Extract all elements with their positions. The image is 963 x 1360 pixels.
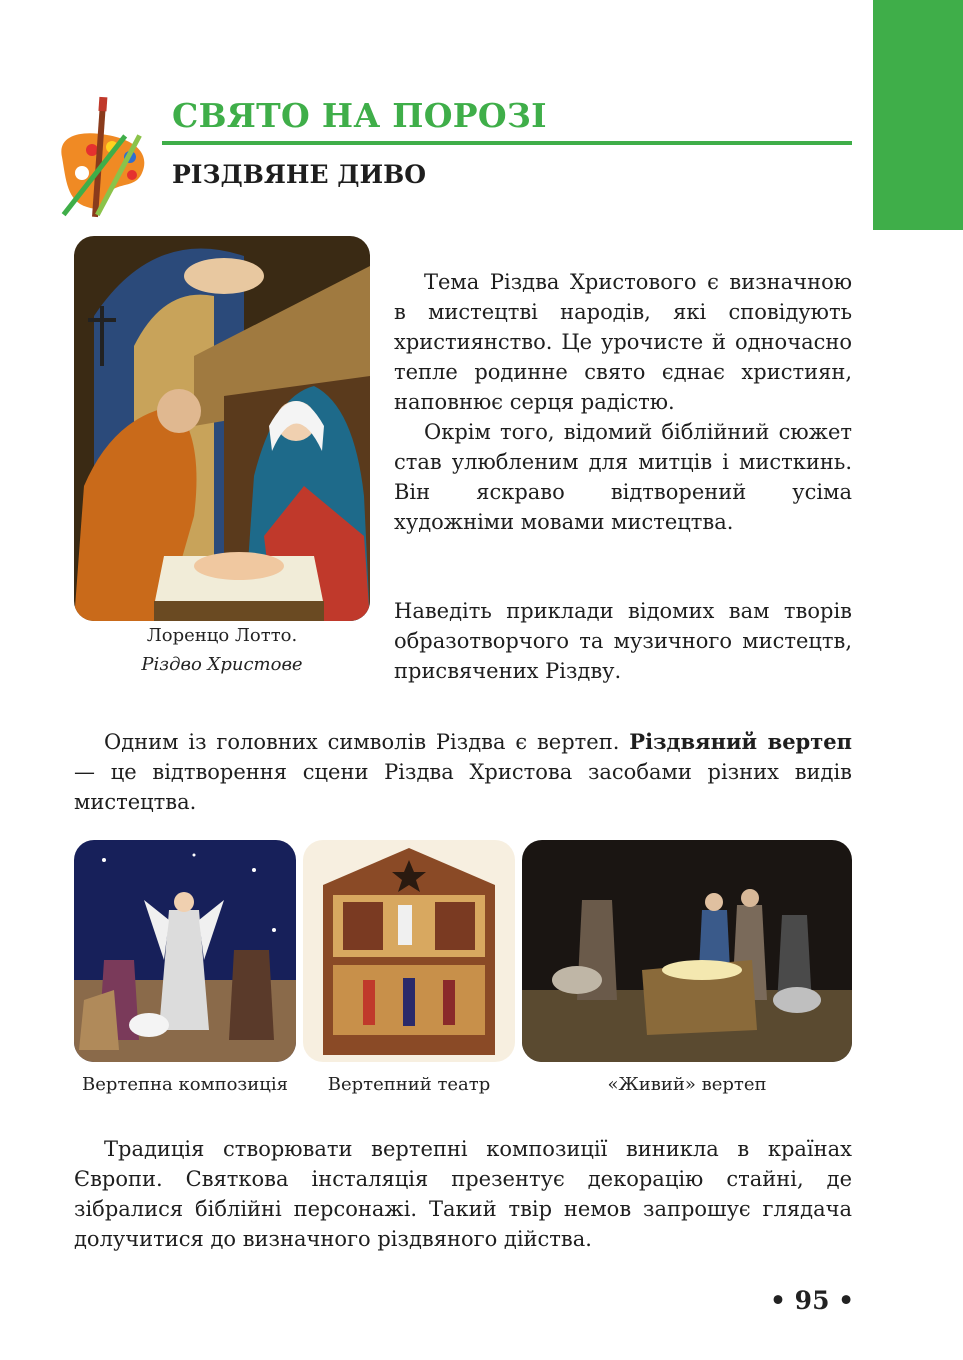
gallery-photo-composition: [74, 840, 296, 1062]
gallery-caption-theatre: Вертепний театр: [327, 1074, 491, 1095]
definition-term: Різдвяний вертеп: [629, 729, 852, 754]
title-rule: [162, 141, 852, 145]
closing-text: Традиція створювати вертепні композиції виникла в країнах Європи. Святкова інсталяція презентує декорацію стайні, де зібралися біблійні персонажі. Такий твір немов запрошує глядача долучитися до визначного різдвяного дійства.: [74, 1137, 852, 1251]
page-subtitle: РІЗДВЯНЕ ДИВО: [172, 160, 427, 189]
intro-text: [394, 267, 852, 537]
page-number: • 95 •: [770, 1286, 855, 1315]
intro-paragraph-2: Окрім того, відомий біблійний сюжет став улюбленим для митців і мисткинь. Він яскраво відтворений усіма художніми мовами мистецтва.: [394, 420, 852, 534]
definition-paragraph: [74, 727, 852, 817]
painting-caption-title: Різдво Христове: [141, 654, 303, 675]
gallery-caption-living-nativity: «Живий» вертеп: [607, 1074, 767, 1095]
chapter-tab: [873, 0, 963, 230]
definition-body: — це відтворення сцени Різдва Христова засобами різних видів мистецтва.: [74, 760, 852, 814]
gallery-photo-living-nativity: [522, 840, 852, 1062]
definition-lead: Одним із головних символів Різдва є вертеп.: [104, 730, 620, 754]
closing-paragraph: [74, 1134, 852, 1254]
intro-paragraph-1: Тема Різдва Христового є визначною в мистецтві народів, які сповідують християнство. Це урочисте й одночасно тепле родинне свято єднає християн, наповнює серця радістю.: [394, 270, 852, 414]
page-title: СВЯТО НА ПОРОЗІ: [172, 96, 547, 135]
gallery-caption-composition: Вертепна композиція: [82, 1074, 288, 1095]
art-palette-icon: [52, 95, 152, 220]
nativity-painting: [74, 236, 370, 621]
painting-caption-author: Лоренцо Лотто.: [146, 625, 298, 646]
gallery-photo-theatre: [303, 840, 515, 1062]
question-text: Наведіть приклади відомих вам творів образотворчого та музичного мистецтв, присвячених Різдву.: [394, 599, 852, 683]
